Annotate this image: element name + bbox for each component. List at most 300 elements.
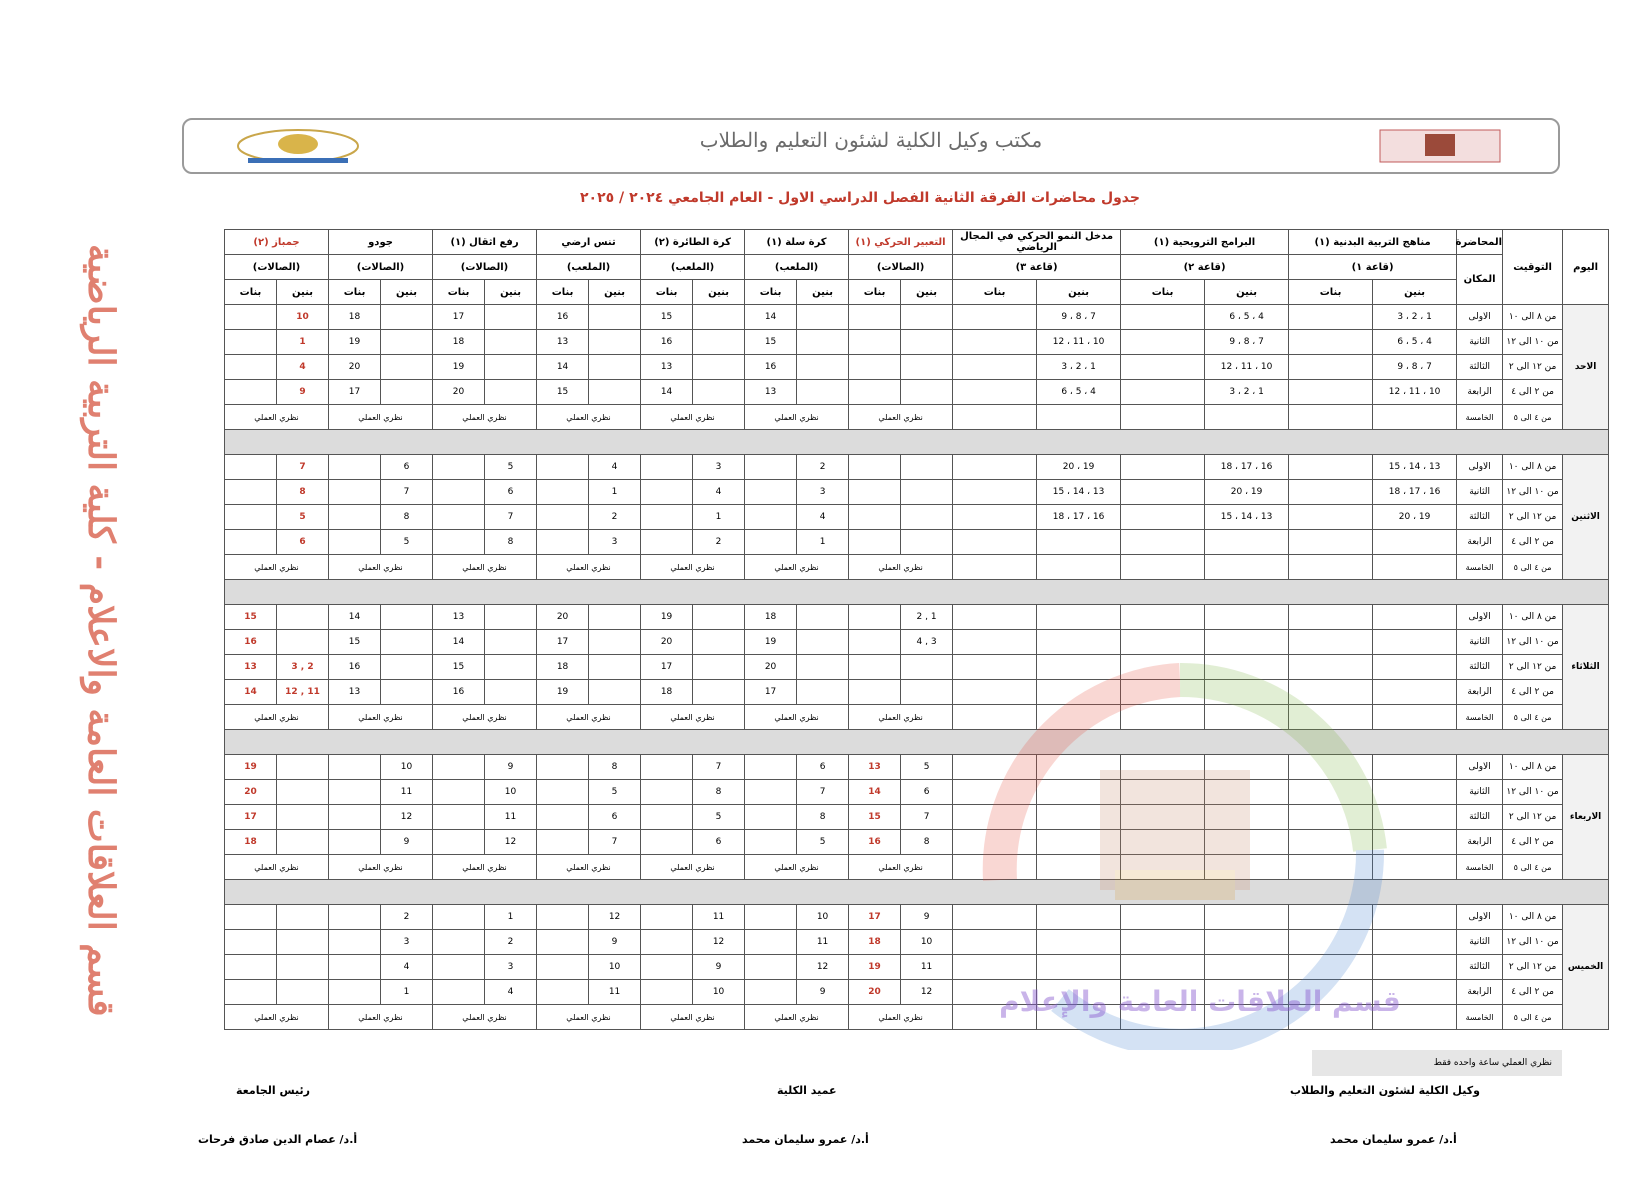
schedule-cell	[1121, 780, 1205, 805]
subject-place: (قاعة ٢)	[1121, 255, 1289, 280]
lecture-cell: الاولى	[1457, 455, 1503, 480]
schedule-cell	[1121, 705, 1205, 730]
table-row	[225, 780, 1609, 805]
schedule-cell: 20	[329, 355, 381, 380]
schedule-cell	[225, 930, 277, 955]
schedule-cell: 13	[745, 380, 797, 405]
schedule-cell: 19 ، 20	[1373, 505, 1457, 530]
schedule-table	[224, 229, 1609, 1030]
schedule-cell	[745, 530, 797, 555]
boys-label: بنين	[277, 280, 329, 305]
schedule-cell: 1	[797, 530, 849, 555]
schedule-cell	[225, 505, 277, 530]
schedule-cell	[589, 655, 641, 680]
schedule-cell: 6	[381, 455, 433, 480]
schedule-cell: 10	[277, 305, 329, 330]
schedule-cell: 10	[589, 955, 641, 980]
schedule-cell: 7	[485, 505, 537, 530]
schedule-cell	[1289, 305, 1373, 330]
schedule-cell: 7 ، 8 ، 9	[1205, 330, 1289, 355]
schedule-cell	[901, 505, 953, 530]
schedule-cell	[953, 455, 1037, 480]
schedule-cell	[1289, 405, 1373, 430]
schedule-cell	[641, 755, 693, 780]
lecture-cell: الثانية	[1457, 930, 1503, 955]
schedule-cell	[433, 980, 485, 1005]
schedule-cell	[953, 955, 1037, 980]
table-row	[225, 655, 1609, 680]
lecture-cell: الرابعة	[1457, 530, 1503, 555]
schedule-cell	[433, 955, 485, 980]
schedule-cell	[953, 330, 1037, 355]
schedule-cell	[797, 330, 849, 355]
schedule-cell: 1 ، 2 ، 3	[1373, 305, 1457, 330]
schedule-cell: 11	[797, 930, 849, 955]
schedule-cell: 20	[433, 380, 485, 405]
subject-name: رفع اثقال (١)	[433, 230, 537, 255]
schedule-cell	[277, 955, 329, 980]
schedule-cell	[901, 530, 953, 555]
schedule-cell	[1121, 930, 1205, 955]
schedule-cell	[901, 380, 953, 405]
schedule-cell: 16 ، 17 ، 18	[1037, 505, 1121, 530]
time-cell: من ٢ الى ٤	[1503, 830, 1563, 855]
table-row	[225, 355, 1609, 380]
schedule-cell	[1289, 480, 1373, 505]
schedule-cell	[1289, 505, 1373, 530]
schedule-cell: 16 ، 17 ، 18	[1373, 480, 1457, 505]
schedule-cell: 5	[589, 780, 641, 805]
schedule-cell	[1289, 630, 1373, 655]
schedule-cell	[1205, 405, 1289, 430]
schedule-cell	[745, 930, 797, 955]
separator-cell	[225, 580, 1609, 605]
schedule-cell	[277, 630, 329, 655]
schedule-cell	[1121, 330, 1205, 355]
theory-cell: نظري العملي	[537, 1005, 641, 1030]
schedule-cell	[1205, 930, 1289, 955]
boys-label: بنين	[589, 280, 641, 305]
schedule-cell: 7	[901, 805, 953, 830]
schedule-cell: 14	[745, 305, 797, 330]
schedule-cell	[693, 330, 745, 355]
schedule-cell	[1373, 605, 1457, 630]
schedule-cell	[277, 830, 329, 855]
girls-label: بنات	[641, 280, 693, 305]
schedule-cell	[953, 555, 1037, 580]
lecture-cell: الثانية	[1457, 330, 1503, 355]
schedule-cell	[537, 905, 589, 930]
schedule-cell	[693, 355, 745, 380]
subject-place: (الملعب)	[537, 255, 641, 280]
subject-name: تنس ارضي	[537, 230, 641, 255]
schedule-cell	[1037, 630, 1121, 655]
subject-name: كرة سلة (١)	[745, 230, 849, 255]
schedule-cell: 6	[901, 780, 953, 805]
schedule-cell	[225, 955, 277, 980]
schedule-cell: 12	[485, 830, 537, 855]
schedule-cell	[485, 355, 537, 380]
schedule-cell	[1121, 855, 1205, 880]
theory-cell: نظري العملي	[745, 405, 849, 430]
schedule-cell: 17	[225, 805, 277, 830]
schedule-cell	[225, 380, 277, 405]
schedule-cell	[381, 305, 433, 330]
schedule-cell: 19 ، 20	[1205, 480, 1289, 505]
schedule-cell	[1373, 855, 1457, 880]
president-title: رئيس الجامعة	[236, 1084, 310, 1097]
schedule-cell	[1373, 780, 1457, 805]
schedule-cell: 12	[797, 955, 849, 980]
schedule-cell	[537, 530, 589, 555]
schedule-cell	[849, 355, 901, 380]
theory-cell: نظري العملي	[537, 555, 641, 580]
schedule-cell	[953, 380, 1037, 405]
schedule-cell	[1289, 555, 1373, 580]
schedule-cell: 16	[745, 355, 797, 380]
schedule-cell	[1289, 830, 1373, 855]
table-row	[225, 855, 1609, 880]
schedule-cell	[589, 605, 641, 630]
time-cell: من ١٠ الى ١٢	[1503, 480, 1563, 505]
dean-title: عميد الكلية	[777, 1084, 837, 1097]
schedule-cell	[1121, 655, 1205, 680]
schedule-cell	[433, 830, 485, 855]
subject-name: مدخل النمو الحركي في المجال الرياضي	[953, 230, 1121, 255]
schedule-cell	[537, 505, 589, 530]
subject-name: التعبير الحركي (١)	[849, 230, 953, 255]
schedule-cell	[1037, 805, 1121, 830]
schedule-cell	[1037, 605, 1121, 630]
schedule-cell	[433, 505, 485, 530]
schedule-cell	[537, 755, 589, 780]
schedule-cell	[1289, 330, 1373, 355]
schedule-cell	[433, 455, 485, 480]
girls-label: بنات	[1121, 280, 1205, 305]
schedule-cell	[745, 755, 797, 780]
lecture-cell: الثالثة	[1457, 505, 1503, 530]
schedule-cell: 18	[537, 655, 589, 680]
time-cell: من ٨ الى ١٠	[1503, 755, 1563, 780]
schedule-cell: 14	[433, 630, 485, 655]
schedule-cell	[1289, 755, 1373, 780]
schedule-cell: 2	[693, 530, 745, 555]
header-box	[182, 118, 1560, 174]
table-row	[225, 805, 1609, 830]
schedule-cell	[433, 480, 485, 505]
schedule-cell	[1205, 955, 1289, 980]
schedule-cell	[537, 955, 589, 980]
day-name: الاربعاء	[1563, 755, 1609, 880]
schedule-cell	[641, 505, 693, 530]
schedule-cell	[433, 905, 485, 930]
schedule-cell	[537, 930, 589, 955]
schedule-cell	[849, 655, 901, 680]
time-cell: من ٤ الى ٥	[1503, 1005, 1563, 1030]
schedule-cell	[849, 305, 901, 330]
schedule-cell: 19	[329, 330, 381, 355]
schedule-cell: 11	[693, 905, 745, 930]
schedule-cell	[329, 755, 381, 780]
lecture-cell: الرابعة	[1457, 680, 1503, 705]
schedule-cell	[641, 530, 693, 555]
schedule-cell	[1373, 830, 1457, 855]
schedule-cell: 7	[277, 455, 329, 480]
day-name: الثلاثاء	[1563, 605, 1609, 730]
theory-cell: نظري العملي	[745, 1005, 849, 1030]
theory-cell: نظري العملي	[537, 705, 641, 730]
schedule-cell: 10	[901, 930, 953, 955]
schedule-cell: 3	[381, 930, 433, 955]
subject-name: البرامج الترويحية (١)	[1121, 230, 1289, 255]
subject-place: (الصالات)	[849, 255, 953, 280]
girls-label: بنات	[537, 280, 589, 305]
schedule-cell: 7	[381, 480, 433, 505]
schedule-cell	[277, 805, 329, 830]
schedule-cell	[1037, 830, 1121, 855]
lecture-cell: الخامسة	[1457, 405, 1503, 430]
schedule-cell	[225, 530, 277, 555]
schedule-cell: 16	[537, 305, 589, 330]
schedule-cell	[953, 605, 1037, 630]
schedule-cell	[433, 530, 485, 555]
time-cell: من ٢ الى ٤	[1503, 980, 1563, 1005]
schedule-cell: 13	[537, 330, 589, 355]
schedule-cell	[953, 830, 1037, 855]
schedule-cell: 7 ، 8 ، 9	[1373, 355, 1457, 380]
table-row	[225, 705, 1609, 730]
schedule-cell	[953, 805, 1037, 830]
boys-label: بنين	[1037, 280, 1121, 305]
schedule-cell	[849, 380, 901, 405]
schedule-cell	[953, 755, 1037, 780]
schedule-cell: 9	[381, 830, 433, 855]
subject-name: كرة الطائرة (٢)	[641, 230, 745, 255]
theory-cell: نظري العملي	[329, 555, 433, 580]
schedule-cell	[1121, 355, 1205, 380]
bottom-note: نظري العملي ساعة واحده فقط	[1312, 1050, 1562, 1076]
schedule-cell: 6	[693, 830, 745, 855]
lecture-cell: الرابعة	[1457, 830, 1503, 855]
schedule-cell: 19	[745, 630, 797, 655]
schedule-cell	[1037, 905, 1121, 930]
schedule-cell	[849, 505, 901, 530]
schedule-cell	[797, 355, 849, 380]
table-row	[225, 955, 1609, 980]
header-title: مكتب وكيل الكلية لشئون التعليم والطلاب	[699, 128, 1043, 152]
schedule-cell: 15	[745, 330, 797, 355]
schedule-cell	[849, 605, 901, 630]
separator-cell	[225, 430, 1609, 455]
schedule-cell: 11	[485, 805, 537, 830]
schedule-cell: 4	[485, 980, 537, 1005]
schedule-cell	[329, 530, 381, 555]
schedule-cell: 15	[641, 305, 693, 330]
table-row	[225, 530, 1609, 555]
schedule-cell	[953, 655, 1037, 680]
schedule-cell	[381, 605, 433, 630]
schedule-cell: 3	[797, 480, 849, 505]
schedule-cell	[1121, 480, 1205, 505]
schedule-cell	[329, 930, 381, 955]
schedule-cell: 12	[901, 980, 953, 1005]
schedule-cell	[901, 480, 953, 505]
table-row	[225, 455, 1609, 480]
schedule-subtitle: جدول محاضرات الفرقة الثانية الفصل الدراسي الاول - العام الجامعي ٢٠٢٤ / ٢٠٢٥	[580, 190, 1140, 206]
schedule-cell: 10 ، 11 ، 12	[1037, 330, 1121, 355]
schedule-cell: 18	[745, 605, 797, 630]
girls-label: بنات	[953, 280, 1037, 305]
schedule-cell: 13	[433, 605, 485, 630]
schedule-cell	[641, 780, 693, 805]
girls-label: بنات	[1289, 280, 1373, 305]
schedule-cell: 8	[901, 830, 953, 855]
lecture-cell: الثالثة	[1457, 655, 1503, 680]
schedule-cell	[1373, 405, 1457, 430]
schedule-cell	[1037, 705, 1121, 730]
time-cell: من ١٠ الى ١٢	[1503, 930, 1563, 955]
schedule-cell: 7	[589, 830, 641, 855]
schedule-cell	[537, 480, 589, 505]
time-cell: من ٤ الى ٥	[1503, 705, 1563, 730]
schedule-cell	[901, 655, 953, 680]
schedule-cell	[1205, 780, 1289, 805]
schedule-cell	[745, 905, 797, 930]
theory-cell: نظري العملي	[849, 1005, 953, 1030]
schedule-cell	[797, 680, 849, 705]
schedule-cell	[433, 805, 485, 830]
schedule-cell	[1373, 530, 1457, 555]
theory-cell: نظري العملي	[849, 855, 953, 880]
schedule-cell	[329, 780, 381, 805]
schedule-cell	[329, 955, 381, 980]
day-name: الخميس	[1563, 905, 1609, 1030]
schedule-cell	[277, 755, 329, 780]
schedule-cell	[745, 955, 797, 980]
day-name: الاثنين	[1563, 455, 1609, 580]
theory-cell: نظري العملي	[537, 855, 641, 880]
schedule-cell	[1037, 780, 1121, 805]
schedule-cell: 13 ، 14 ، 15	[1205, 505, 1289, 530]
president-name: أ.د/ عصام الدين صادق فرحات	[198, 1133, 358, 1146]
schedule-cell	[1373, 555, 1457, 580]
schedule-cell: 4	[381, 955, 433, 980]
boys-label: بنين	[1373, 280, 1457, 305]
schedule-cell	[641, 905, 693, 930]
schedule-cell	[1289, 805, 1373, 830]
schedule-cell	[953, 305, 1037, 330]
schedule-cell	[1121, 955, 1205, 980]
schedule-cell	[849, 530, 901, 555]
lecture-cell: الخامسة	[1457, 705, 1503, 730]
schedule-cell: 4	[693, 480, 745, 505]
schedule-cell	[849, 680, 901, 705]
schedule-cell	[329, 980, 381, 1005]
theory-cell: نظري العملي	[641, 555, 745, 580]
schedule-cell	[1205, 555, 1289, 580]
schedule-cell: 20	[849, 980, 901, 1005]
day-separator	[225, 430, 1609, 455]
schedule-cell: 10	[693, 980, 745, 1005]
table-row	[225, 305, 1609, 330]
schedule-cell	[277, 605, 329, 630]
schedule-cell: 17	[433, 305, 485, 330]
schedule-cell: 11	[589, 980, 641, 1005]
schedule-cell	[745, 805, 797, 830]
schedule-cell: 2	[589, 505, 641, 530]
schedule-cell	[225, 305, 277, 330]
schedule-cell	[953, 405, 1037, 430]
schedule-cell: 2	[485, 930, 537, 955]
schedule-cell	[1037, 530, 1121, 555]
schedule-cell	[1121, 455, 1205, 480]
schedule-cell: 5	[693, 805, 745, 830]
time-cell: من ٨ الى ١٠	[1503, 455, 1563, 480]
schedule-cell: 20	[225, 780, 277, 805]
schedule-cell: 9	[797, 980, 849, 1005]
schedule-cell	[485, 655, 537, 680]
theory-cell: نظري العملي	[225, 1005, 329, 1030]
schedule-cell	[225, 905, 277, 930]
theory-cell: نظري العملي	[225, 405, 329, 430]
schedule-cell	[1037, 855, 1121, 880]
schedule-cell	[225, 455, 277, 480]
day-separator	[225, 580, 1609, 605]
schedule-cell: 1 , 2	[901, 605, 953, 630]
theory-cell: نظري العملي	[641, 405, 745, 430]
header-place: المكان	[1457, 255, 1503, 305]
schedule-cell	[1205, 630, 1289, 655]
schedule-cell	[433, 780, 485, 805]
faculty-logo-icon	[1370, 126, 1510, 166]
schedule-cell	[589, 330, 641, 355]
schedule-cell	[693, 630, 745, 655]
day-name: الاحد	[1563, 305, 1609, 430]
boys-label: بنين	[797, 280, 849, 305]
schedule-cell	[589, 680, 641, 705]
table-row	[225, 380, 1609, 405]
day-separator	[225, 730, 1609, 755]
schedule-cell	[849, 330, 901, 355]
schedule-cell	[1121, 530, 1205, 555]
time-cell: من ١٠ الى ١٢	[1503, 780, 1563, 805]
schedule-cell	[1373, 680, 1457, 705]
side-caption: قسم العلاقات العامة والاعلام - كلية التربية الرياضية	[80, 243, 122, 1017]
girls-label: بنات	[745, 280, 797, 305]
table-row	[225, 930, 1609, 955]
schedule-cell	[641, 955, 693, 980]
theory-cell: نظري العملي	[537, 405, 641, 430]
schedule-cell	[1121, 805, 1205, 830]
theory-cell: نظري العملي	[225, 705, 329, 730]
schedule-cell	[485, 630, 537, 655]
schedule-cell: 11 , 12	[277, 680, 329, 705]
schedule-cell	[589, 305, 641, 330]
schedule-cell	[537, 780, 589, 805]
lecture-cell: الرابعة	[1457, 980, 1503, 1005]
schedule-cell	[953, 705, 1037, 730]
schedule-cell	[225, 480, 277, 505]
lecture-cell: الخامسة	[1457, 855, 1503, 880]
watermark-text: قسم العلاقات العامة والإعلام	[999, 985, 1401, 1018]
schedule-cell: 10	[381, 755, 433, 780]
schedule-cell	[1121, 905, 1205, 930]
schedule-cell	[277, 930, 329, 955]
subject-place: (الصالات)	[329, 255, 433, 280]
schedule-cell: 19	[641, 605, 693, 630]
schedule-cell	[1289, 355, 1373, 380]
theory-cell: نظري العملي	[329, 855, 433, 880]
